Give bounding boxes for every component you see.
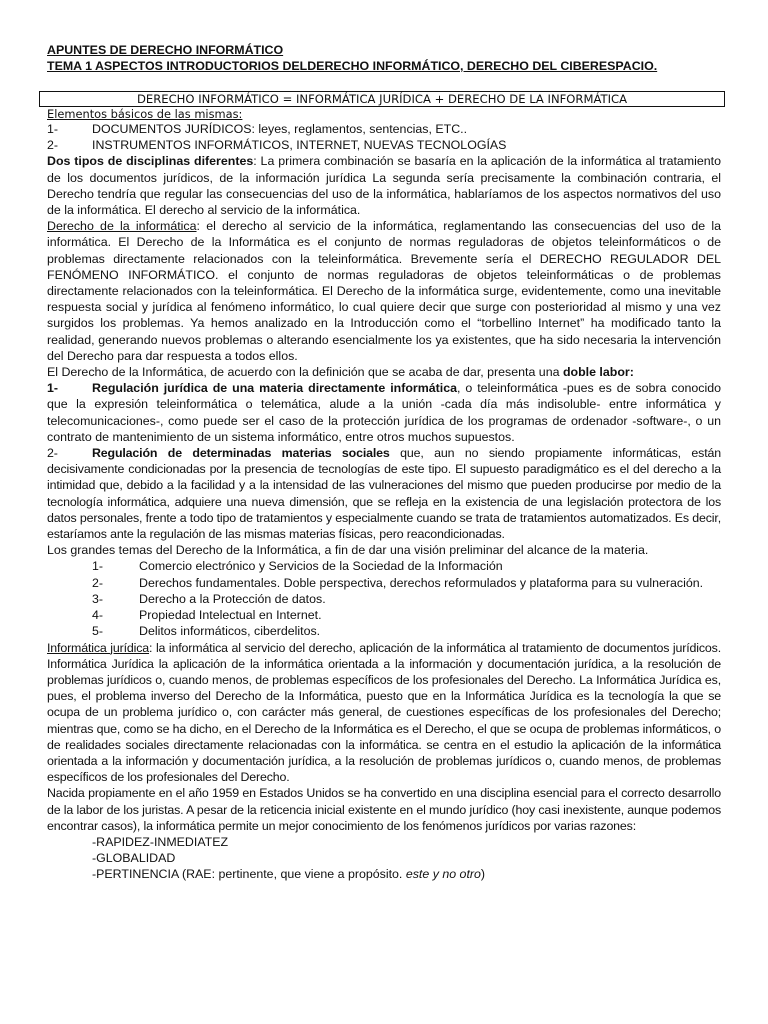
derecho-informatica-paragraph [47, 218, 721, 364]
grandes-temas-intro: Los grandes temas del Derecho de la Informática, a fin de dar una visión preliminar del alcance de la materia. [47, 543, 649, 558]
razon-text: -PERTINENCIA (RAE: pertinente, que viene a propósito. [92, 867, 406, 882]
list-item [47, 121, 721, 137]
list-item [92, 575, 721, 591]
two-types-lead: Dos tipos de disciplinas diferentes [47, 154, 254, 169]
list-item-number: 3- [92, 591, 104, 606]
document-page [47, 43, 721, 883]
razon-close: ) [480, 867, 486, 882]
document-title: APUNTES DE DERECHO INFORMÁTICO [47, 43, 284, 57]
list-item-text: Derecho a la Protección de datos. [139, 591, 326, 606]
nacida-paragraph: Nacida propiamente en el año 1959 en Estados Unidos se ha convertido en una disciplina esencial para el correcto desarrollo de la labor de los juristas. A pesar de la reticencia inicial existente en el mundo jurídico (hoy casi inexistente, aunque podemos encontrar casos), la informática permite un mejor conocimiento de los fenómenos jurídicos por varias razones: [47, 786, 721, 833]
derecho-informatica-text: : el derecho al servicio de la informática, reglamentando las consecuencias del uso de la informática. El Derecho de la Informática es el conjunto de normas reguladoras de objetos teleinformáticos o de problemas directamente relacionados con la teleinformática. Brevemente sería el DERECHO REGULADOR DEL FENÓMENO INFORMÁTICO. el conjunto de normas reguladoras de objetos teleinformáticas o de problemas directamente relacionados con la teleinformática. El Derecho de la informática surge, evidentemente, como una inevitable respuesta social y jurídica al fenómeno informático, lo cual quiere decir que surge con posterioridad al mismo y una vez surgidos los problemas. Ya hemos analizado en la Introducción como el “torbellino Internet” ha modificado tanto la realidad, generando nuevos problemas o alterando esencialmente los ya existentes, que ha sido necesaria la intervención del Derecho para dar respuesta a todos ellos. [47, 219, 722, 363]
elements-title: Elementos básicos de las mismas: [47, 107, 243, 121]
list-item [92, 558, 721, 574]
doble-labor-bold: doble labor: [562, 365, 634, 380]
doble-labor-paragraph [47, 364, 721, 380]
informatica-juridica-term: Informática jurídica [47, 640, 150, 655]
labor-1-text: , o teleinformática -pues es de sobra conocido que la expresión teleinformática o telemática, alude a la unión -cada día más indisoluble- entre informática y telecomunicaciones-, como puede ser el caso de la protección jurídica de los programas de ordenador -software-, o un contrato de mantenimiento de un sistema informático, entre otros muchos supuestos. [47, 381, 721, 444]
doble-labor-text: El Derecho de la Informática, de acuerdo con la definición que se acaba de dar, presenta una [47, 365, 563, 380]
two-types-paragraph [47, 153, 721, 218]
labor-2-text: que, aun no siendo propiamente informáticas, están decisivamente condicionadas por la presencia de tecnologías de este tipo. El supuesto paradigmático es el del derecho a la intimidad que, debido a la facilidad y a la intensidad de las vulneraciones del mismo que pueden producirse por medio de la tecnología informática, adquiere una nueva dimensión, que se refleja en la existencia de una legislación protectora de los datos personales, frente a todo tipo de tratamientos y especialmente cuando se trata de tratamientos automatizados. Es decir, estaríamos ante la regulación de las mismas materias físicas, pero reacondicionadas. [47, 446, 721, 542]
list-item-text: Comercio electrónico y Servicios de la Sociedad de la Información [139, 559, 503, 574]
labor-1-paragraph [47, 380, 721, 445]
grandes-temas-list [47, 558, 721, 639]
labor-2-paragraph [47, 445, 721, 542]
informatica-juridica-text: : la informática al servicio del derecho, aplicación de la informática al tratamiento de documentos jurídicos. Informática Jurídica la aplicación de la informática orientada a la información y documentación jurídica, a la resolución de problemas jurídicos o, cuando menos, de problemas específicos de los profesionales del Derecho. La Informática Jurídica es, pues, el problema inverso del Derecho de la Informática, puesto que en la Informática Jurídica es la tecnología la que se ocupa de un problema jurídico o, con carácter más general, de cuestiones específicas de los profesionales del Derecho; mientras que, como se ha dicho, en el Derecho de la Informática es el Derecho, el que se ocupa de problemas informáticos, o de realidades sociales directamente relacionadas con la informática. se centra en el estudio la aplicación de la informática orientada a la información y documentación jurídica, a la resolución de problemas jurídicos o, cuando menos, de problemas específicos de los profesionales del Derecho. [47, 640, 721, 785]
list-item-number: 4- [92, 608, 104, 623]
list-item-number: 2- [92, 575, 104, 590]
list-item [92, 866, 721, 882]
list-item-text: Delitos informáticos, ciberdelitos. [139, 624, 321, 639]
list-item: -GLOBALIDAD [92, 851, 176, 866]
list-item [92, 623, 721, 639]
list-item: -RAPIDEZ-INMEDIATEZ [92, 834, 229, 849]
derecho-informatica-term: Derecho de la informática [47, 219, 197, 234]
labor-2-bold: Regulación de determinadas materias sociales [92, 446, 390, 461]
informatica-juridica-paragraph [47, 640, 721, 786]
list-item [47, 137, 721, 153]
list-item-text: INSTRUMENTOS INFORMÁTICOS, INTERNET, NUEVAS TECNOLOGÍAS [92, 138, 507, 153]
list-item [92, 607, 721, 623]
list-item-number: 1- [92, 559, 104, 574]
two-types-text: : La primera combinación se basaría en la aplicación de la informática al tratamiento de los documentos jurídicos, de la información jurídica La segunda sería precisamente la combinación contraria, el Derecho tendría que regular las consecuencias del uso de la informática, hablaríamos de los aspectos normativos del uso de la informática. El derecho al servicio de la informática. [47, 154, 722, 218]
list-item [92, 591, 721, 607]
razones-list [47, 834, 721, 883]
labor-1-number: 1- [47, 381, 59, 396]
labor-2-number: 2- [47, 446, 58, 461]
equation-box: DERECHO INFORMÁTICO = INFORMÁTICA JURÍDICA + DERECHO DE LA INFORMÁTICA [39, 91, 725, 107]
list-item-number: 2- [47, 138, 59, 153]
list-item-number: 5- [92, 624, 104, 639]
list-item-text: DOCUMENTOS JURÍDICOS: leyes, reglamentos, sentencias, ETC.. [92, 122, 468, 136]
document-subtitle: TEMA 1 ASPECTOS INTRODUCTORIOS DELDERECHO INFORMÁTICO, DERECHO DEL CIBERESPACIO. [47, 58, 658, 73]
list-item-text: Derechos fundamentales. Doble perspectiva, derechos reformulados y plataforma para su vulneración. [139, 575, 704, 590]
list-item-text: Propiedad Intelectual en Internet. [139, 608, 322, 623]
labor-1-bold: Regulación jurídica de una materia directamente informática [92, 381, 458, 396]
list-item-number: 1- [47, 122, 59, 136]
razon-italic: este y no otro [405, 867, 481, 882]
